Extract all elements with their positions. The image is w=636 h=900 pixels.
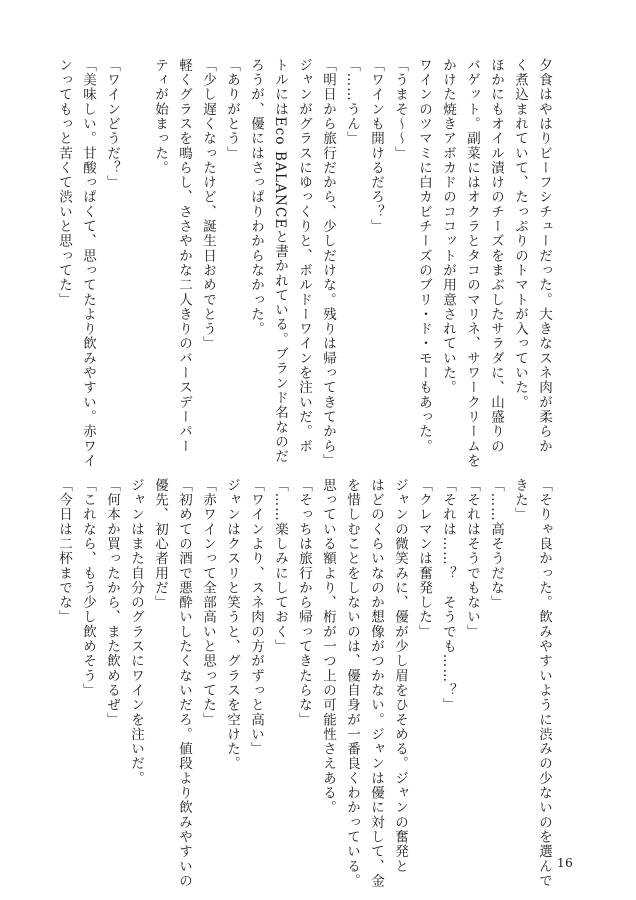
text-line: 「何本か買ったから、また飲めるぜ」: [104, 478, 120, 728]
text-line: 「ワインより、スネ肉の方がずっと高い」: [248, 478, 264, 757]
text-line: 「うまそ〜〜」: [392, 58, 408, 161]
text-line: 「赤ワインって全部高いと思ってた」: [200, 478, 216, 728]
text-line: 「今日は二杯までな」: [56, 478, 72, 625]
text-line: 「……楽しみにしておく」: [272, 478, 288, 654]
text-line: 「……うん」: [344, 58, 360, 146]
text-line: 「それは……？ そうでも……？」: [440, 478, 456, 713]
text-line: く煮込まれていて、たっぷりのトマトが入っていた。: [512, 58, 528, 410]
text-line: ろうが、優にはさっぱりわからなかった。: [248, 58, 264, 337]
text-line: 「それはそうでもない」: [464, 478, 480, 640]
text-line: 「そっちは旅行から帰ってきたらな」: [296, 478, 312, 728]
text-line: 「美味しい。甘酸っぱくて、思ってたより飲みやすい。赤ワイ: [80, 58, 96, 469]
text-line: 「これなら、もう少し飲めそう」: [80, 478, 96, 698]
text-line: ジャンの微笑みに、優が少し眉をひそめる。ジャンの奮発と: [392, 478, 408, 874]
lower-text-block: [52, 478, 556, 889]
text-line: ワインのツマミに白カビチーズのブリ・ド・モーもあった。: [416, 58, 432, 454]
text-line: 思っている額より、桁が一つ上の可能性さえある。: [320, 478, 336, 815]
text-line: 優先、初心者用だ」: [152, 478, 168, 610]
text-line: 軽くグラスを鳴らし、ささやかな二人きりのバースデーパー: [176, 58, 192, 454]
text-line: はどのくらいなのか想像がつかない。ジャンは優に対して、金: [368, 478, 384, 889]
text-line: 「ワインどうだ？」: [104, 58, 120, 190]
text-line: 「そりゃ良かった。飲みやすいように渋みの少ないのを選んで: [536, 478, 552, 889]
page-number: 16: [557, 856, 574, 870]
upper-text-block: [52, 58, 556, 469]
text-line: 夕食はやはりビーフシチューだった。大きなスネ肉が柔らか: [536, 58, 552, 454]
text-line: ジャンはまた自分のグラスにワインを注いだ。: [128, 478, 144, 786]
text-line: ジャンはクスリと笑うと、グラスを空けた。: [224, 478, 240, 771]
text-line: 「ありがとう」: [224, 58, 240, 161]
text-line: 「初めての酒で悪酔いしたくないだろ。値段より飲みやすいの: [176, 478, 192, 889]
text-line: 「クレマンは奮発した」: [416, 478, 432, 640]
text-line: きた」: [512, 478, 528, 522]
text-line: 「少し遅くなったけど、誕生日おめでとう」: [200, 58, 216, 351]
text-line: トルにはEco BALANCEと書かれている。ブランド名なのだ: [272, 58, 288, 464]
text-line: ティが始まった。: [152, 58, 168, 176]
text-line: 「明日から旅行だから、少しだけな。残りは帰ってきてから」: [320, 58, 336, 469]
text-line: ほかにもオイル漬けのチーズをまぶしたサラダに、山盛りの: [488, 58, 504, 454]
text-line: 「……高そうだな」: [488, 478, 504, 610]
text-line: バゲット。副菜にはオクラとタコのマリネ、サワークリームを: [464, 58, 480, 469]
text-line: ンってもっと苦くて渋いと思ってた」: [56, 58, 72, 308]
text-line: を惜しむことをしないのは、優自身が一番良くわかっている。: [344, 478, 360, 889]
text-line: かけた焼きアボカドのココットが用意されていた。: [440, 58, 456, 395]
text-line: ジャンがグラスにゆっくりと、ボルドーワインを注いだ。ボ: [296, 58, 312, 454]
text-line: 「ワインも開けるだろ？」: [368, 58, 384, 234]
text-line: [124, 58, 148, 453]
